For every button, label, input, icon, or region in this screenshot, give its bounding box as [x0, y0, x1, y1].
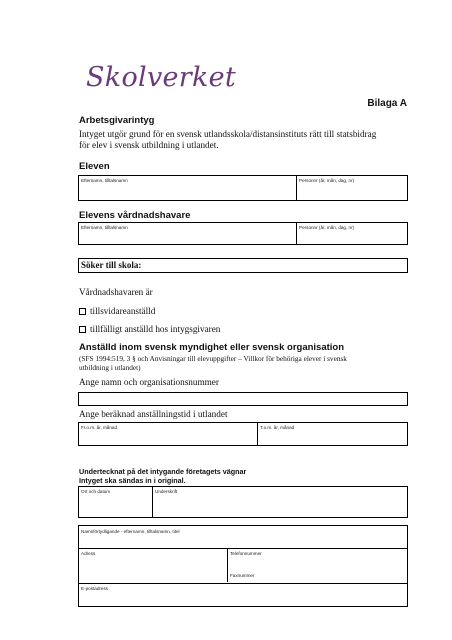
- organization-field[interactable]: [78, 392, 408, 406]
- signature-box: [78, 486, 408, 518]
- period-prompt: Ange beräknad anställningstid i utlandet: [79, 409, 228, 419]
- guardian-status-intro: Vårdnadshavaren är: [79, 287, 153, 297]
- contact-divider-1: [79, 548, 407, 549]
- employment-reference-line2: utbildning i utlandet): [79, 363, 141, 372]
- signature-divider: [152, 487, 153, 517]
- employment-reference-line1: (SFS 1994:519, 3 § och Anvisningar till elevuppgifter – Villkor för behöriga elever i svensk: [79, 354, 347, 363]
- appendix-label: Bilaga A: [367, 98, 407, 109]
- phone-label: Telefonnummer: [230, 551, 262, 556]
- employment-reference: [79, 354, 424, 372]
- student-heading: Eleven: [79, 161, 110, 172]
- email-label: E-postadress: [81, 586, 109, 591]
- certificate-description: [79, 129, 424, 151]
- guardian-divider: [296, 223, 297, 244]
- signature-heading-line1: Undertecknat på det intygande företagets vägnar: [79, 467, 247, 476]
- from-date-label: Fr.o.m. år, månad: [81, 425, 117, 430]
- signature-section-heading: [79, 467, 246, 485]
- school-label: Söker till skola:: [81, 260, 142, 270]
- address-label: Adress: [81, 551, 96, 556]
- student-name-label: Efternamn, tilltalsnamn: [81, 178, 128, 183]
- certificate-description-line1: Intyget utgör grund för en svensk utlandsskola/distansinstituts rätt till statsbidrag: [79, 129, 377, 139]
- student-divider: [296, 176, 297, 200]
- certificate-description-line2: för elev i svensk utbildning i utlandet.: [79, 140, 219, 150]
- status-option-permanent: [79, 306, 155, 317]
- guardian-pnr-label: Personnr (år, mån, dag, nr): [299, 225, 355, 230]
- student-pnr-label: Personnr (år, mån, dag, nr): [299, 178, 355, 183]
- organization-prompt: Ange namn och organisationsnummer: [79, 377, 219, 387]
- guardian-box: [78, 222, 408, 245]
- guardian-name-label: Efternamn, tilltalsnamn: [81, 225, 128, 230]
- status-option-temporary: [79, 324, 220, 335]
- guardian-heading: Elevens vårdnadshavare: [79, 210, 191, 221]
- signature-label: Underskrift: [155, 489, 178, 494]
- contact-box: [78, 525, 408, 607]
- fax-label: Faxnummer: [230, 573, 255, 578]
- period-box: [78, 422, 408, 446]
- temporary-checkbox[interactable]: [79, 326, 86, 333]
- permanent-label: tillsvidareanställd: [90, 306, 156, 316]
- employment-heading: Anställd inom svensk myndighet eller svensk organisation: [79, 342, 345, 353]
- period-divider: [257, 423, 258, 445]
- temporary-label: tillfälligt anställd hos intygsgivaren: [90, 324, 221, 334]
- skolverket-logo: Skolverket: [86, 62, 237, 93]
- certificate-heading: Arbetsgivarintyg: [79, 115, 155, 126]
- contact-divider-2: [79, 583, 407, 584]
- name-clarification-label: Namnförtydligande - efternamn, tilltalsnamn, titel: [81, 529, 180, 534]
- to-date-label: T.o.m. år, månad: [260, 425, 295, 430]
- student-box: [78, 175, 408, 201]
- permanent-checkbox[interactable]: [79, 308, 86, 315]
- contact-vertical-divider: [227, 548, 228, 582]
- place-date-label: Ort och datum: [81, 489, 111, 494]
- school-box: [78, 258, 408, 273]
- signature-heading-line2: Intyget ska sändas in i original.: [79, 476, 186, 485]
